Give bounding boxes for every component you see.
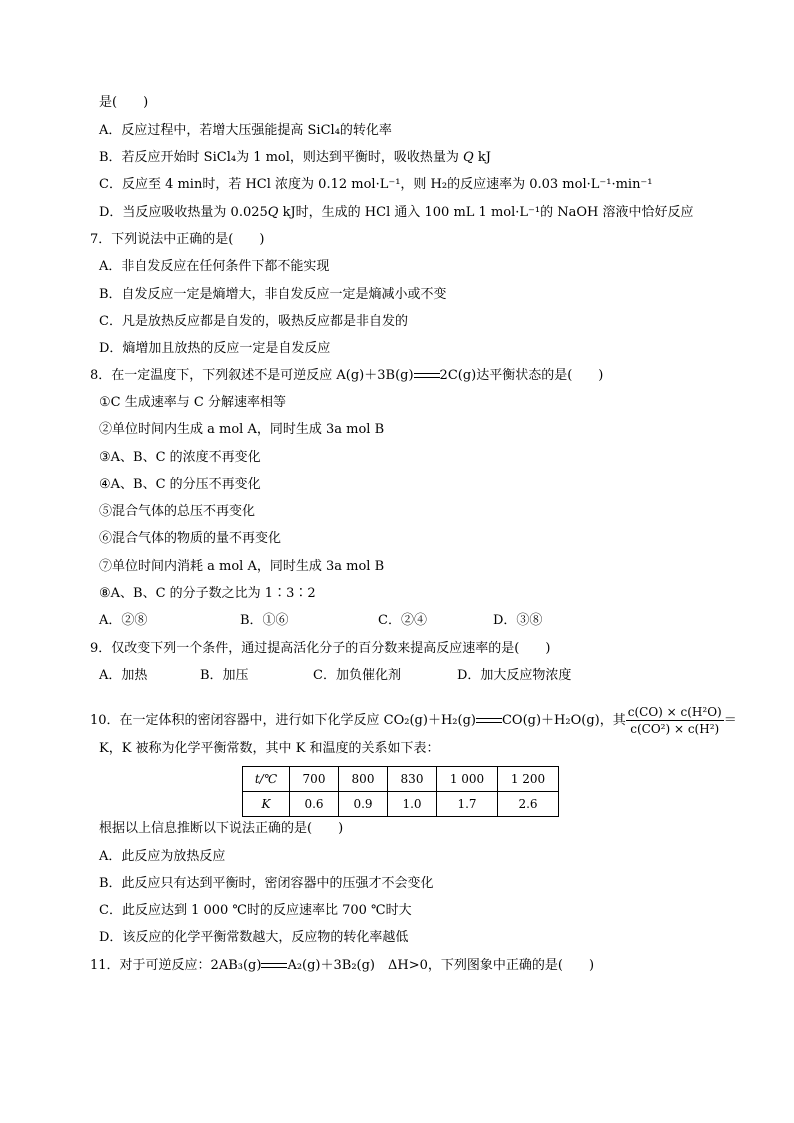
q10-stem-text: 10．在一定体积的密闭容器中，进行如下化学反应 CO₂(g)＋H₂(g) [90, 713, 476, 728]
equilibrium-arrow-icon [261, 961, 287, 971]
q11-stem-tail: A₂(g)＋3B₂(g) ΔH>0，下列图象中正确的是( ) [287, 958, 595, 973]
table-cell: 0.9 [339, 792, 388, 817]
q10-ask: 根据以上信息推断以下说法正确的是( ) [99, 821, 344, 836]
q9-stem: 9．仅改变下列一个条件，通过提高活化分子的百分数来提高反应速率的是( ) [90, 641, 551, 656]
equilibrium-constant-fraction [626, 704, 724, 737]
table-cell: 1.0 [388, 792, 437, 817]
q11-stem-text: 11．对于可逆反应：2AB₃(g) [90, 958, 262, 973]
q6-option-d-rest: kJ时，生成的 HCl 通入 100 mL 1 mol·L⁻¹的 NaOH 溶液中恰好反应 [278, 205, 694, 220]
q8-choice-a: A．②⑧ [99, 613, 148, 628]
equilibrium-arrow-icon [476, 716, 502, 726]
q8-item-3: ③A、B、C 的浓度不再变化 [99, 450, 261, 465]
k-temperature-table [242, 766, 559, 817]
q10-stem-mid: CO(g)＋H₂O(g)，其 [501, 713, 626, 728]
q8-stem [90, 367, 603, 385]
q8-item-5: ⑤混合气体的总压不再变化 [99, 504, 256, 519]
q8-choice-c: C．②④ [378, 613, 427, 628]
q8-item-7: ⑦单位时间内消耗 a mol A，同时生成 3a mol B [99, 559, 385, 574]
q9-choice-d: D．加大反应物浓度 [457, 668, 572, 683]
q6-stem-tail: 是( ) [99, 95, 149, 110]
q6-option-d-var: Q [267, 205, 279, 220]
table-cell: 0.6 [290, 792, 339, 817]
q7-option-d: D．熵增加且放热的反应一定是自发反应 [99, 341, 331, 356]
table-cell: 1 200 [498, 767, 559, 792]
q6-option-b-text: B．若反应开始时 SiCl₄为 1 mol，则达到平衡时，吸收热量为 [99, 150, 464, 165]
table-cell: 1 000 [437, 767, 498, 792]
q7-option-a: A．非自发反应在任何条件下都不能实现 [99, 259, 330, 274]
q10-line2: K，K 被称为化学平衡常数，其中 K 和温度的关系如下表： [99, 741, 440, 756]
table-cell: 1.7 [437, 792, 498, 817]
fraction-numerator: c(CO) × c(H²O) [627, 705, 722, 719]
table-cell: 830 [388, 767, 437, 792]
table-row [243, 767, 559, 792]
table-cell: 2.6 [498, 792, 559, 817]
equilibrium-arrow-icon [414, 371, 440, 381]
fraction-denominator: c(CO²) × c(H²) [630, 722, 720, 736]
q6-option-b-var: Q [463, 150, 474, 165]
q8-stem-tail: 2C(g)达平衡状态的是( ) [439, 368, 604, 383]
q7-stem: 7．下列说法中正确的是( ) [90, 232, 265, 247]
q8-choice-b: B．①⑥ [240, 613, 289, 628]
q6-option-a: A．反应过程中，若增大压强能提高 SiCl₄的转化率 [99, 123, 392, 138]
table-cell: 800 [339, 767, 388, 792]
q6-option-d [99, 204, 694, 222]
q7-option-b: B．自发反应一定是熵增大，非自发反应一定是熵减小或不变 [99, 287, 447, 302]
q8-item-2: ②单位时间内生成 a mol A，同时生成 3a mol B [99, 422, 385, 437]
table-head-k: K [243, 792, 290, 817]
q9-choice-b: B．加压 [200, 668, 249, 683]
q6-option-c: C．反应至 4 min时，若 HCl 浓度为 0.12 mol·L⁻¹，则 H₂的反应速率为 0.03 mol·L⁻¹·min⁻¹ [99, 177, 653, 192]
fraction-equals: ＝ [723, 713, 737, 728]
q8-choice-d: D．③⑧ [493, 613, 543, 628]
q8-item-1: ①C 生成速率与 C 分解速率相等 [99, 395, 286, 410]
table-cell: 700 [290, 767, 339, 792]
q7-option-c: C．凡是放热反应都是自发的，吸热反应都是非自发的 [99, 314, 408, 329]
q8-item-6: ⑥混合气体的物质的量不再变化 [99, 531, 282, 546]
q6-option-b-unit: kJ [473, 150, 491, 165]
q6-option-d-text: D．当反应吸收热量为 0.025 [99, 205, 268, 220]
q8-item-8: ⑧A、B、C 的分子数之比为 1∶3∶2 [99, 586, 316, 601]
q11-stem [90, 957, 594, 975]
q6-option-b [99, 149, 491, 167]
table-head-t: t/℃ [243, 767, 290, 792]
q10-stem [90, 704, 737, 737]
q9-choice-a: A．加热 [99, 668, 148, 683]
q10-option-b: B．此反应只有达到平衡时，密闭容器中的压强才不会变化 [99, 876, 434, 891]
q8-item-4: ④A、B、C 的分压不再变化 [99, 477, 261, 492]
table-row [243, 792, 559, 817]
q8-stem-text: 8．在一定温度下，下列叙述不是可逆反应 A(g)＋3B(g) [90, 368, 414, 383]
q10-option-a: A．此反应为放热反应 [99, 849, 226, 864]
q9-choice-c: C．加负催化剂 [313, 668, 401, 683]
q10-option-c: C．此反应达到 1 000 ℃时的反应速率比 700 ℃时大 [99, 903, 412, 918]
q10-option-d: D．该反应的化学平衡常数越大，反应物的转化率越低 [99, 930, 409, 945]
